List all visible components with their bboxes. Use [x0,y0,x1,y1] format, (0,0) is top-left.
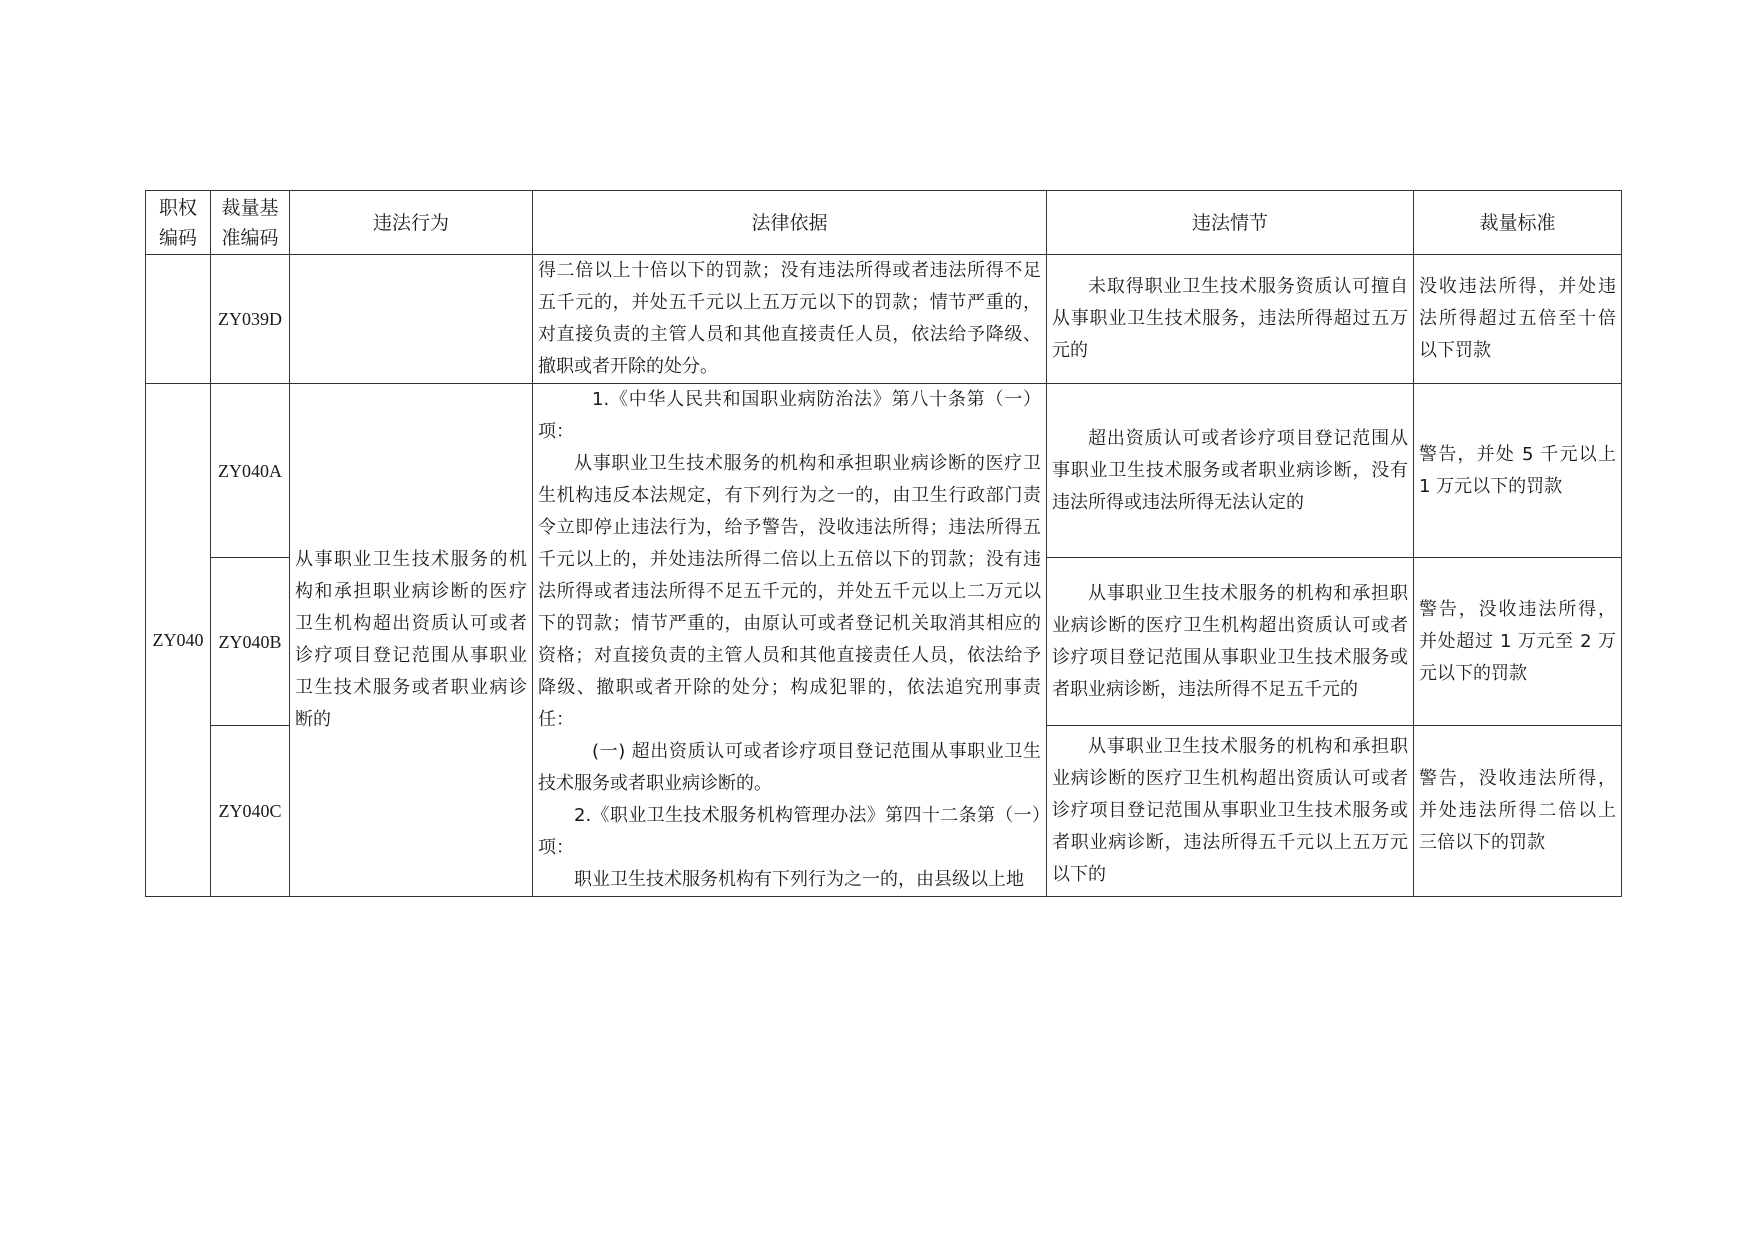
header-discretion-code: 裁量基准编码 [211,191,290,255]
behavior-cell [290,255,533,384]
discretion-code-cell: ZY040C [211,725,290,896]
table-row [146,384,1622,558]
legal-basis-cell [533,384,1047,897]
table-header-row [146,191,1622,255]
discretion-code-cell: ZY040B [211,558,290,726]
circumstance-cell: 未取得职业卫生技术服务资质认可擅自从事职业卫生技术服务，违法所得超过五万元的 [1047,255,1414,384]
standard-cell: 警告，没收违法所得，并处超过 1 万元至 2 万元以下的罚款 [1414,558,1622,726]
legal-basis-paragraph: 从事职业卫生技术服务的机构和承担职业病诊断的医疗卫生机构违反本法规定，有下列行为之一的，由卫生行政部门责令立即停止违法行为，给予警告，没收违法所得；违法所得五千元以上的，并处违法所得二倍以上五倍以下的罚款；没有违法所得或者违法所得不足五千元的，并处五千元以上二万元以下的罚款；情节严重的，由原认可或者登记机关取消其相应的资格；对直接负责的主管人员和其他直接责任人员，依法给予降级、撤职或者开除的处分；构成犯罪的，依法追究刑事责任： [538,453,1041,730]
circumstance-cell: 超出资质认可或者诊疗项目登记范围从事职业卫生技术服务或者职业病诊断，没有违法所得或违法所得无法认定的 [1047,384,1414,558]
circumstance-cell: 从事职业卫生技术服务的机构和承担职业病诊断的医疗卫生机构超出资质认可或者诊疗项目登记范围从事职业卫生技术服务或者职业病诊断，违法所得五千元以上五万元以下的 [1047,725,1414,896]
header-standard: 裁量标准 [1414,191,1622,255]
standard-cell: 没收违法所得，并处违法所得超过五倍至十倍以下罚款 [1414,255,1622,384]
header-circumstance: 违法情节 [1047,191,1414,255]
legal-basis-paragraph: 职业卫生技术服务机构有下列行为之一的，由县级以上地 [574,869,1024,890]
discretion-standards-table [145,190,1622,897]
behavior-cell: 从事职业卫生技术服务的机构和承担职业病诊断的医疗卫生机构超出资质认可或者诊疗项目登记范围从事职业卫生技术服务或者职业病诊断的 [290,384,533,897]
standard-cell: 警告，并处 5 千元以上 1 万元以下的罚款 [1414,384,1622,558]
legal-basis-cell: 得二倍以上十倍以下的罚款；没有违法所得或者违法所得不足五千元的，并处五千元以上五万元以下的罚款；情节严重的，对直接负责的主管人员和其他直接责任人员，依法给予降级、撤职或者开除的处分。 [533,255,1047,384]
legal-basis-paragraph: 1.《中华人民共和国职业病防治法》第八十条第（一）项： [538,389,1041,442]
discretion-code-cell: ZY040A [211,384,290,558]
discretion-code-cell: ZY039D [211,255,290,384]
table-row [146,255,1622,384]
legal-basis-paragraph: (一) 超出资质认可或者诊疗项目登记范围从事职业卫生技术服务或者职业病诊断的。 [538,741,1041,794]
power-code-cell [146,255,211,384]
standard-cell: 警告，没收违法所得，并处违法所得二倍以上三倍以下的罚款 [1414,725,1622,896]
legal-basis-paragraph: 2.《职业卫生技术服务机构管理办法》第四十二条第（一）项： [538,805,1041,858]
header-illegal-behavior: 违法行为 [290,191,533,255]
circumstance-cell: 从事职业卫生技术服务的机构和承担职业病诊断的医疗卫生机构超出资质认可或者诊疗项目登记范围从事职业卫生技术服务或者职业病诊断，违法所得不足五千元的 [1047,558,1414,726]
header-legal-basis: 法律依据 [533,191,1047,255]
header-power-code: 职权编码 [146,191,211,255]
power-code-cell: ZY040 [146,384,211,897]
